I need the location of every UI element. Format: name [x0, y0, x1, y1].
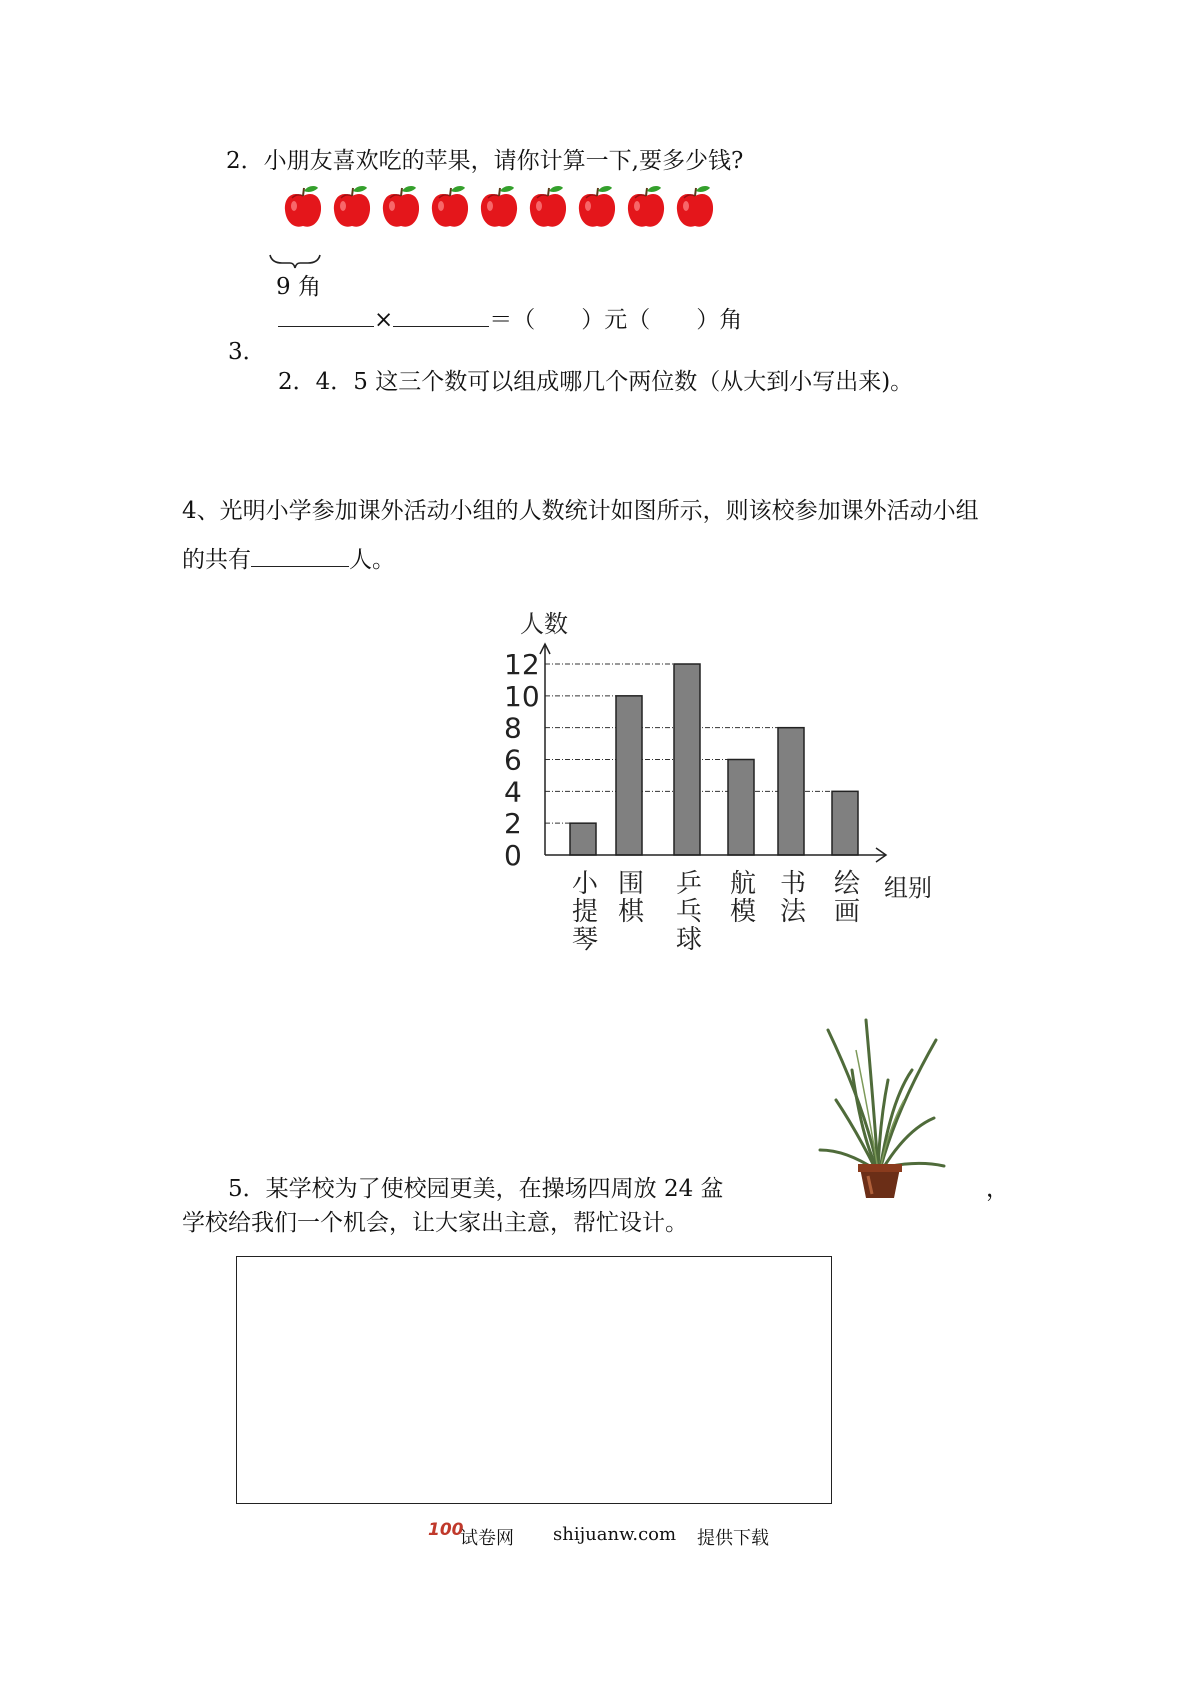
bar-chart: [480, 600, 960, 970]
question-3-text: 2．4．5 这三个数可以组成哪几个两位数（从大到小写出来)。: [278, 369, 914, 395]
footer-site-name: 试卷网: [460, 1528, 514, 1549]
question-5-text: 5．某学校为了使校园更美，在操场四周放 24 盆: [228, 1176, 724, 1202]
category-label-2: 球: [675, 925, 703, 955]
question-2-text: 2．小朋友喜欢吃的苹果，请你计算一下,要多少钱?: [226, 148, 744, 174]
question-4-line2: 的共有 人。: [182, 544, 395, 575]
category-label-1: 围: [617, 869, 645, 899]
answer-blank[interactable]: [251, 544, 349, 567]
apple-icon: [674, 184, 716, 234]
y-tick-label: 8: [504, 711, 522, 745]
apple-icon: [625, 184, 667, 234]
apple-icon: [331, 184, 373, 234]
potted-plant-image: [816, 1010, 946, 1198]
y-tick-label: 4: [504, 775, 522, 809]
bar-3: [728, 760, 754, 856]
category-label-0: 提: [571, 897, 599, 927]
x-axis-label: 组别: [884, 874, 932, 902]
category-label-3: 模: [729, 897, 757, 927]
yuan-label: ）元（: [581, 307, 651, 333]
equals-sign: ＝（: [489, 307, 536, 333]
apple-icon: [478, 184, 520, 234]
bar-4: [778, 728, 804, 855]
category-label-5: 画: [833, 897, 861, 927]
apple-icon: [380, 184, 422, 234]
category-label-4: 书: [779, 869, 807, 899]
category-label-2: 乒: [675, 869, 703, 899]
question-2-equation: [278, 304, 742, 335]
bar-1: [616, 696, 642, 855]
y-tick-label: 6: [504, 743, 522, 777]
bar-5: [832, 791, 858, 855]
footer-provide: 提供下载: [697, 1528, 769, 1549]
apple-icon: [527, 184, 569, 234]
question-3-number: 3．: [228, 339, 266, 365]
footer-logo: 100: [428, 1520, 464, 1540]
y-tick-label: 0: [504, 839, 522, 872]
question-5-line2: 学校给我们一个机会，让大家出主意，帮忙设计。: [182, 1210, 688, 1236]
question-5-comma: ，: [986, 1176, 1009, 1202]
category-label-0: 小: [571, 869, 599, 899]
category-label-1: 棋: [617, 897, 645, 927]
y-tick-label: 12: [504, 648, 540, 681]
y-axis-label: 人数: [520, 610, 568, 638]
y-tick-label: 2: [504, 807, 522, 841]
factor-blank-2[interactable]: [393, 304, 489, 327]
jiao-label: ）角: [696, 307, 743, 333]
category-label-2: 乓: [675, 897, 703, 927]
category-label-0: 琴: [571, 925, 599, 955]
apple-row: [282, 184, 716, 234]
question-4-line1: 4、光明小学参加课外活动小组的人数统计如图所示，则该校参加课外活动小组: [182, 498, 979, 524]
y-tick-label: 10: [504, 679, 540, 713]
bar-0: [570, 823, 596, 855]
brace-icon: [268, 253, 322, 269]
design-answer-box[interactable]: [236, 1256, 832, 1504]
apple-icon: [282, 184, 324, 234]
times-sign: ×: [374, 307, 394, 333]
bar-2: [674, 664, 700, 855]
category-label-3: 航: [729, 869, 757, 899]
price-label: 9 角: [276, 274, 321, 300]
factor-blank-1[interactable]: [278, 304, 374, 327]
apple-icon: [429, 184, 471, 234]
footer-domain[interactable]: shijuanw.com: [553, 1524, 677, 1545]
category-label-5: 绘: [833, 869, 861, 899]
apple-icon: [576, 184, 618, 234]
category-label-4: 法: [779, 897, 807, 927]
